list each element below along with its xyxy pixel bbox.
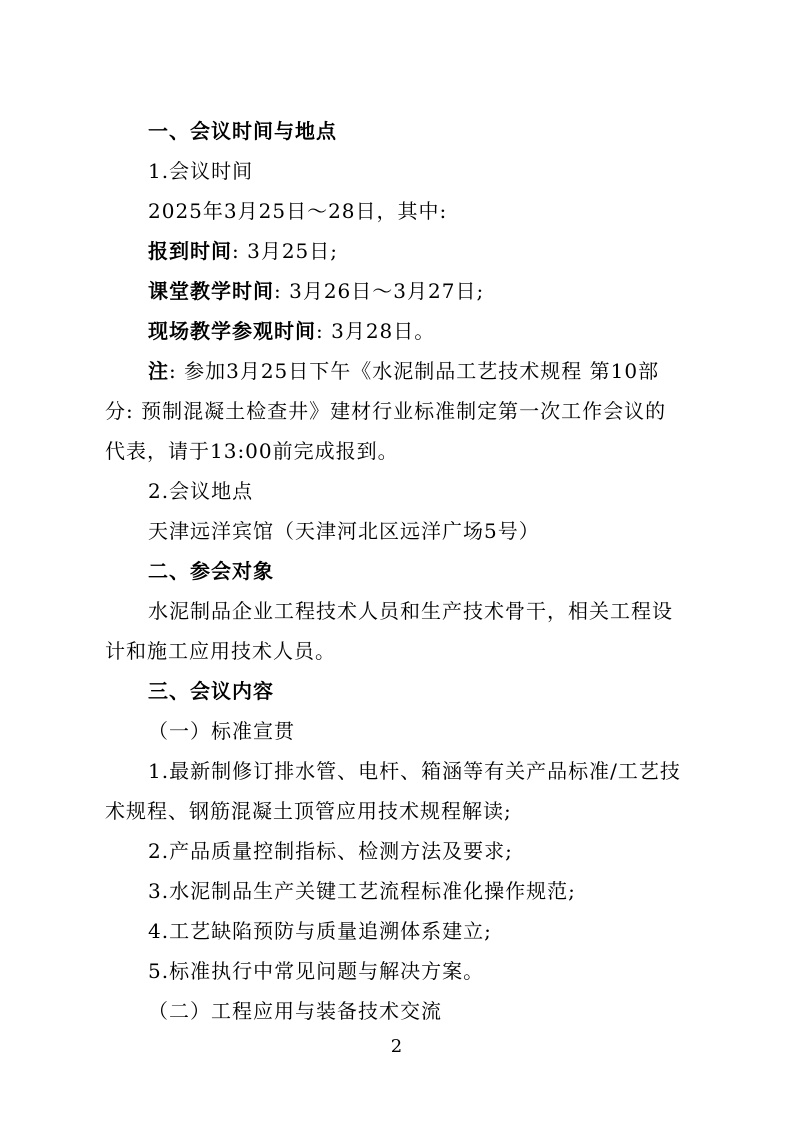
site-visit-time-label: 现场教学参观时间 bbox=[148, 319, 316, 343]
section-heading-meeting-content: 三、会议内容 bbox=[148, 679, 274, 703]
meeting-place: 天津远洋宾馆（天津河北区远洋广场5号） bbox=[148, 519, 540, 543]
registration-time-label: 报到时间 bbox=[148, 239, 232, 263]
meeting-dates: 2025年3月25日～28日，其中: bbox=[148, 199, 448, 223]
registration-time-value: : 3月25日; bbox=[232, 239, 339, 263]
section-heading-participants: 二、参会对象 bbox=[148, 559, 274, 583]
page-number: 2 bbox=[390, 1036, 403, 1057]
content-item-4: 4.工艺缺陷预防与质量追溯体系建立; bbox=[148, 919, 492, 943]
content-item-1-line-1: 1.最新制修订排水管、电杆、箱涵等有关产品标准/工艺技 bbox=[148, 759, 681, 783]
content-item-5: 5.标准执行中常见问题与解决方案。 bbox=[148, 959, 485, 983]
subheading-meeting-place: 2.会议地点 bbox=[148, 479, 254, 503]
participants-line-2: 计和施工应用技术人员。 bbox=[105, 639, 336, 663]
classroom-time-value: : 3月26日～3月27日; bbox=[274, 279, 485, 303]
site-visit-time-line bbox=[105, 311, 693, 351]
subheading-meeting-time: 1.会议时间 bbox=[148, 159, 254, 183]
content-item-1-line-2: 术规程、钢筋混凝土顶管应用技术规程解读; bbox=[105, 799, 512, 823]
subheading-standard-promotion: （一）标准宣贯 bbox=[148, 719, 295, 743]
participants-line-1: 水泥制品企业工程技术人员和生产技术骨干，相关工程设 bbox=[148, 599, 673, 623]
content-item-2: 2.产品质量控制指标、检测方法及要求; bbox=[148, 839, 513, 863]
classroom-time-label: 课堂教学时间 bbox=[148, 279, 274, 303]
content-item-3: 3.水泥制品生产关键工艺流程标准化操作规范; bbox=[148, 879, 576, 903]
site-visit-time-value: : 3月28日。 bbox=[316, 319, 436, 343]
note-label: 注 bbox=[148, 359, 169, 383]
note-line-1 bbox=[105, 351, 693, 391]
classroom-time-line bbox=[105, 271, 693, 311]
note-text-1: : 参加3月25日下午《水泥制品工艺技术规程 第10部 bbox=[169, 359, 660, 383]
registration-time-line bbox=[105, 231, 693, 271]
note-line-3: 代表，请于13:00前完成报到。 bbox=[105, 439, 399, 463]
section-heading-meeting-time-place: 一、会议时间与地点 bbox=[148, 119, 337, 143]
subheading-engineering-application: （二）工程应用与装备技术交流 bbox=[148, 999, 442, 1023]
note-line-2: 分: 预制混凝土检查井》建材行业标准制定第一次工作会议的 bbox=[105, 399, 667, 423]
